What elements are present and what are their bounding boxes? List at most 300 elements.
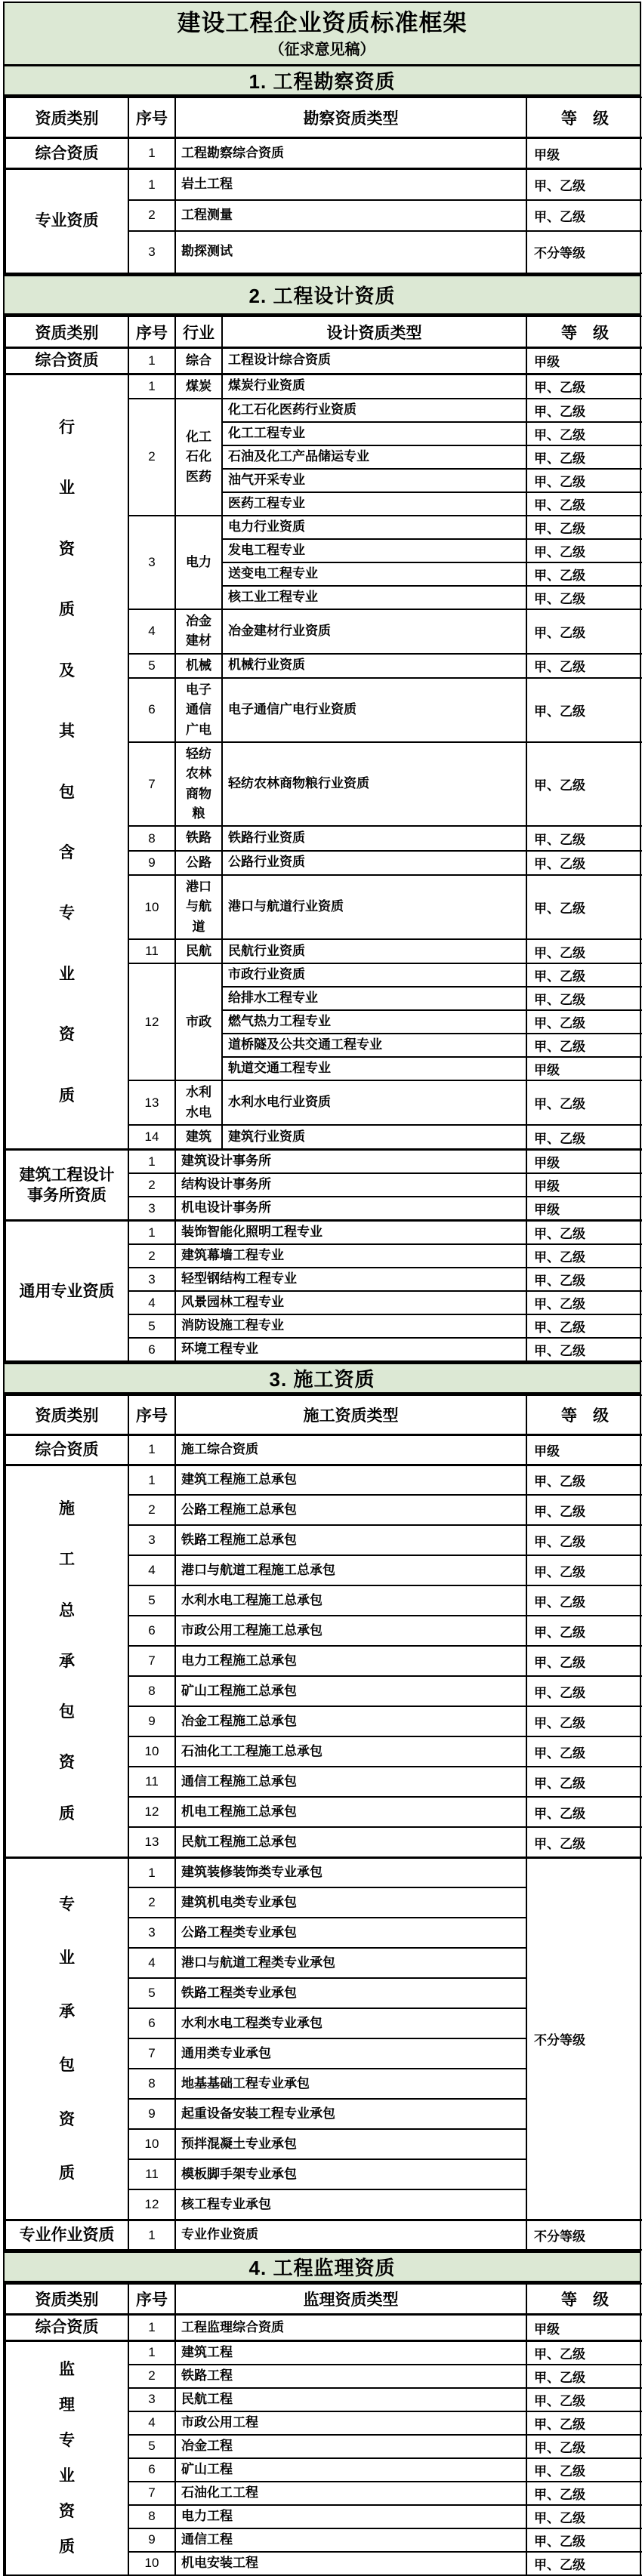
- vertical-category-char: 资: [59, 2110, 75, 2128]
- type-cell: 机电工程施工总承包: [175, 1797, 526, 1827]
- seq-cell: 3: [128, 1197, 175, 1221]
- seq-cell: 2: [128, 1244, 175, 1268]
- type-cell: 专业作业资质: [175, 2220, 526, 2250]
- seq-cell: 1: [128, 1150, 175, 1174]
- type-cell: 公路行业资质: [222, 851, 526, 875]
- grade-cell: 甲、乙级: [526, 1525, 642, 1555]
- type-cell: 冶金工程施工总承包: [175, 1706, 526, 1736]
- vertical-category-char: 施: [59, 1500, 75, 1518]
- seq-cell: 8: [128, 2069, 175, 2099]
- column-header: 序号: [128, 2284, 175, 2315]
- title-block: [5, 3, 640, 64]
- type-cell: 环境工程专业: [175, 1338, 526, 1361]
- vertical-category-char: 总: [59, 1601, 75, 1619]
- seq-cell: 1: [128, 169, 175, 200]
- type-cell: 施工综合资质: [175, 1434, 526, 1465]
- seq-cell: 6: [128, 2458, 175, 2482]
- page-title: 建设工程企业资质标准框架: [177, 10, 468, 36]
- grade-cell: 甲级: [526, 2315, 642, 2340]
- seq-cell: 1: [128, 2340, 175, 2365]
- grade-cell: 甲级: [526, 1434, 642, 1465]
- type-cell: 机电安装工程: [175, 2552, 526, 2575]
- grade-cell: 甲级: [526, 1197, 642, 1221]
- vertical-category-char: 包: [59, 2057, 75, 2075]
- column-header: 序号: [128, 1395, 175, 1434]
- seq-cell: 2: [128, 399, 175, 516]
- type-cell: 公路工程类专业承包: [175, 1918, 526, 1948]
- vertical-category-char: 业: [59, 2467, 75, 2485]
- type-cell: 建筑装修装饰类专业承包: [175, 1857, 526, 1887]
- vertical-category-char: 质: [59, 1086, 75, 1105]
- type-cell: 核工程专业承包: [175, 2189, 526, 2220]
- seq-cell: 1: [128, 2220, 175, 2250]
- section-banner: 1. 工程勘察资质: [5, 64, 640, 97]
- seq-cell: 7: [128, 2482, 175, 2505]
- category-cell: [5, 1465, 128, 1857]
- type-cell: 燃气热力工程专业: [222, 1010, 526, 1034]
- column-header: 勘察资质类型: [175, 97, 526, 138]
- grade-cell: 甲、乙级: [526, 169, 642, 200]
- seq-cell: 8: [128, 1676, 175, 1706]
- type-cell: 电力行业资质: [222, 516, 526, 539]
- vertical-category-char: 质: [59, 1804, 75, 1823]
- seq-cell: 7: [128, 1646, 175, 1676]
- seq-cell: 10: [128, 2129, 175, 2159]
- vertical-category-char: 含: [59, 844, 75, 862]
- seq-cell: 4: [128, 2411, 175, 2435]
- seq-cell: 2: [128, 2365, 175, 2388]
- grade-cell: 甲、乙级: [526, 2482, 642, 2505]
- type-cell: 公路工程施工总承包: [175, 1495, 526, 1525]
- industry-cell: 化工石化医药: [175, 399, 222, 516]
- grade-cell: 甲、乙级: [526, 1338, 642, 1361]
- seq-cell: 2: [128, 200, 175, 231]
- seq-cell: 11: [128, 939, 175, 963]
- grade-cell: 甲、乙级: [526, 1555, 642, 1585]
- merged-grade-cell: 不分等级: [526, 1857, 642, 2220]
- qualification-table: [5, 97, 642, 274]
- seq-cell: 13: [128, 1080, 175, 1125]
- seq-cell: 12: [128, 1797, 175, 1827]
- seq-cell: 9: [128, 851, 175, 875]
- column-header: 资质类别: [5, 316, 128, 348]
- type-cell: 水利水电工程类专业承包: [175, 2008, 526, 2038]
- category-cell: 综合资质: [5, 2315, 128, 2340]
- grade-cell: 甲、乙级: [526, 539, 642, 562]
- vertical-category-char: 专: [59, 1896, 75, 1914]
- grade-cell: 甲、乙级: [526, 826, 642, 850]
- type-cell: 模板脚手架专业承包: [175, 2159, 526, 2189]
- type-cell: 铁路工程类专业承包: [175, 1978, 526, 2008]
- type-cell: 轻纺农林商物粮行业资质: [222, 742, 526, 826]
- seq-cell: 1: [128, 1465, 175, 1495]
- vertical-category-char: 质: [59, 601, 75, 619]
- grade-cell: 甲、乙级: [526, 654, 642, 678]
- seq-cell: 9: [128, 2528, 175, 2552]
- industry-cell: 建筑: [175, 1125, 222, 1150]
- type-cell: 市政公用工程施工总承包: [175, 1616, 526, 1646]
- seq-cell: 14: [128, 1125, 175, 1150]
- grade-cell: 甲、乙级: [526, 678, 642, 742]
- type-cell: 预拌混凝土专业承包: [175, 2129, 526, 2159]
- grade-cell: 甲级: [526, 1057, 642, 1080]
- vertical-category-char: 包: [59, 783, 75, 801]
- type-cell: 风景园林工程专业: [175, 1291, 526, 1314]
- column-header: 行业: [175, 316, 222, 348]
- type-cell: 送变电工程专业: [222, 562, 526, 586]
- seq-cell: 3: [128, 1268, 175, 1291]
- grade-cell: 甲、乙级: [526, 586, 642, 609]
- grade-cell: 甲、乙级: [526, 2388, 642, 2411]
- type-cell: 通用类专业承包: [175, 2038, 526, 2069]
- qualification-table: [5, 2283, 642, 2575]
- type-cell: 工程勘察综合资质: [175, 138, 526, 169]
- industry-cell: 煤炭: [175, 374, 222, 399]
- grade-cell: 不分等级: [526, 2220, 642, 2250]
- column-header: 等 级: [526, 316, 642, 348]
- seq-cell: 3: [128, 1918, 175, 1948]
- seq-cell: 2: [128, 1495, 175, 1525]
- category-cell: 综合资质: [5, 138, 128, 169]
- qualification-table: [5, 1394, 642, 2251]
- grade-cell: 甲、乙级: [526, 2528, 642, 2552]
- qualification-table: [5, 316, 642, 1363]
- section-banner: 2. 工程设计资质: [5, 274, 640, 316]
- category-cell: [5, 1857, 128, 2220]
- seq-cell: 5: [128, 1314, 175, 1338]
- type-cell: 机电设计事务所: [175, 1197, 526, 1221]
- column-header: 等 级: [526, 1395, 642, 1434]
- seq-cell: 6: [128, 1616, 175, 1646]
- type-cell: 铁路工程: [175, 2365, 526, 2388]
- type-cell: 机械行业资质: [222, 654, 526, 678]
- grade-cell: 甲、乙级: [526, 1827, 642, 1857]
- vertical-category-char: 资: [59, 1026, 75, 1044]
- section-banner: 3. 施工资质: [5, 1362, 640, 1394]
- seq-cell: 10: [128, 1736, 175, 1767]
- seq-cell: 11: [128, 1767, 175, 1797]
- grade-cell: 甲、乙级: [526, 399, 642, 422]
- grade-cell: 甲、乙级: [526, 742, 642, 826]
- type-cell: 港口与航道行业资质: [222, 875, 526, 939]
- grade-cell: 甲、乙级: [526, 2505, 642, 2528]
- type-cell: 矿山工程施工总承包: [175, 1676, 526, 1706]
- grade-cell: 甲、乙级: [526, 963, 642, 987]
- type-cell: 电力工程施工总承包: [175, 1646, 526, 1676]
- industry-cell: 公路: [175, 851, 222, 875]
- type-cell: 建筑机电类专业承包: [175, 1887, 526, 1918]
- sections-container: [5, 64, 640, 2576]
- type-cell: 岩土工程: [175, 169, 526, 200]
- type-cell: 化工石化医药行业资质: [222, 399, 526, 422]
- type-cell: 水利水电工程施工总承包: [175, 1585, 526, 1616]
- seq-cell: 8: [128, 2505, 175, 2528]
- type-cell: 冶金工程: [175, 2435, 526, 2458]
- grade-cell: 甲、乙级: [526, 1314, 642, 1338]
- grade-cell: 甲、乙级: [526, 1268, 642, 1291]
- column-header: 施工资质类型: [175, 1395, 526, 1434]
- seq-cell: 10: [128, 875, 175, 939]
- grade-cell: 甲级: [526, 138, 642, 169]
- vertical-category-char: 资: [59, 2502, 75, 2520]
- seq-cell: 9: [128, 1706, 175, 1736]
- type-cell: 结构设计事务所: [175, 1173, 526, 1197]
- vertical-category-char: 资: [59, 1754, 75, 1772]
- grade-cell: 甲、乙级: [526, 469, 642, 492]
- grade-cell: 甲、乙级: [526, 1291, 642, 1314]
- column-header: 等 级: [526, 97, 642, 138]
- industry-cell: 机械: [175, 654, 222, 678]
- vertical-category-char: 资: [59, 540, 75, 558]
- seq-cell: 3: [128, 2388, 175, 2411]
- grade-cell: 甲、乙级: [526, 2552, 642, 2575]
- grade-cell: 甲、乙级: [526, 492, 642, 516]
- industry-cell: 电力: [175, 516, 222, 609]
- type-cell: 化工工程专业: [222, 422, 526, 445]
- column-header: 等 级: [526, 2284, 642, 2315]
- industry-cell: 水利水电: [175, 1080, 222, 1125]
- seq-cell: 1: [128, 1857, 175, 1887]
- type-cell: 消防设施工程专业: [175, 1314, 526, 1338]
- vertical-category-char: 质: [59, 2164, 75, 2182]
- seq-cell: 7: [128, 742, 175, 826]
- grade-cell: 甲级: [526, 1173, 642, 1197]
- grade-cell: 甲、乙级: [526, 562, 642, 586]
- grade-cell: 甲、乙级: [526, 875, 642, 939]
- grade-cell: 甲、乙级: [526, 1010, 642, 1034]
- type-cell: 勘探测试: [175, 231, 526, 273]
- grade-cell: 甲、乙级: [526, 609, 642, 654]
- type-cell: 医药工程专业: [222, 492, 526, 516]
- column-header: 资质类别: [5, 97, 128, 138]
- seq-cell: 3: [128, 231, 175, 273]
- grade-cell: 甲、乙级: [526, 1244, 642, 1268]
- type-cell: 通信工程施工总承包: [175, 1767, 526, 1797]
- type-cell: 轻型钢结构工程专业: [175, 1268, 526, 1291]
- grade-cell: 甲、乙级: [526, 1221, 642, 1245]
- vertical-category-char: 理: [59, 2396, 75, 2414]
- type-cell: 市政公用工程: [175, 2411, 526, 2435]
- type-cell: 发电工程专业: [222, 539, 526, 562]
- seq-cell: 1: [128, 138, 175, 169]
- column-header: 资质类别: [5, 1395, 128, 1434]
- category-cell: 建筑工程设计事务所资质: [5, 1150, 128, 1221]
- seq-cell: 5: [128, 2435, 175, 2458]
- type-cell: 建筑工程施工总承包: [175, 1465, 526, 1495]
- vertical-category-char: 监: [59, 2360, 75, 2378]
- grade-cell: 甲级: [526, 1150, 642, 1174]
- type-cell: 冶金建材行业资质: [222, 609, 526, 654]
- seq-cell: 4: [128, 1948, 175, 1978]
- grade-cell: 甲、乙级: [526, 2458, 642, 2482]
- vertical-category-char: 业: [59, 965, 75, 983]
- type-cell: 地基基础工程专业承包: [175, 2069, 526, 2099]
- seq-cell: 6: [128, 678, 175, 742]
- type-cell: 铁路工程施工总承包: [175, 1525, 526, 1555]
- grade-cell: 甲、乙级: [526, 200, 642, 231]
- seq-cell: 4: [128, 1555, 175, 1585]
- seq-cell: 5: [128, 1978, 175, 2008]
- category-cell: 专业作业资质: [5, 2220, 128, 2250]
- type-cell: 港口与航道工程施工总承包: [175, 1555, 526, 1585]
- column-header: 序号: [128, 97, 175, 138]
- grade-cell: 甲、乙级: [526, 939, 642, 963]
- grade-cell: 甲、乙级: [526, 1736, 642, 1767]
- seq-cell: 3: [128, 516, 175, 609]
- grade-cell: 甲、乙级: [526, 374, 642, 399]
- grade-cell: 甲、乙级: [526, 422, 642, 445]
- type-cell: 矿山工程: [175, 2458, 526, 2482]
- grade-cell: 甲、乙级: [526, 2365, 642, 2388]
- vertical-category-char: 专: [59, 2431, 75, 2449]
- type-cell: 起重设备安装工程专业承包: [175, 2099, 526, 2129]
- seq-cell: 4: [128, 1291, 175, 1314]
- category-cell: 综合资质: [5, 1434, 128, 1465]
- grade-cell: 甲、乙级: [526, 516, 642, 539]
- seq-cell: 1: [128, 348, 175, 374]
- type-cell: 民航工程施工总承包: [175, 1827, 526, 1857]
- grade-cell: 不分等级: [526, 231, 642, 273]
- type-cell: 装饰智能化照明工程专业: [175, 1221, 526, 1245]
- vertical-category-char: 及: [59, 661, 75, 679]
- seq-cell: 13: [128, 1827, 175, 1857]
- vertical-category-char: 包: [59, 1703, 75, 1721]
- industry-cell: 电子通信广电: [175, 678, 222, 742]
- column-header: 监理资质类型: [175, 2284, 526, 2315]
- column-header: 设计资质类型: [222, 316, 526, 348]
- vertical-category-char: 其: [59, 723, 75, 741]
- vertical-category-char: 业: [59, 479, 75, 498]
- vertical-category-char: 质: [59, 2537, 75, 2556]
- seq-cell: 7: [128, 2038, 175, 2069]
- grade-cell: 甲、乙级: [526, 987, 642, 1010]
- vertical-category-text: [6, 2342, 128, 2574]
- vertical-category-char: 行: [59, 418, 75, 436]
- seq-cell: 2: [128, 1173, 175, 1197]
- type-cell: 电子通信广电行业资质: [222, 678, 526, 742]
- type-cell: 市政行业资质: [222, 963, 526, 987]
- grade-cell: 甲、乙级: [526, 1767, 642, 1797]
- seq-cell: 5: [128, 1585, 175, 1616]
- type-cell: 给排水工程专业: [222, 987, 526, 1010]
- grade-cell: 甲、乙级: [526, 1125, 642, 1150]
- type-cell: 轨道交通工程专业: [222, 1057, 526, 1080]
- seq-cell: 4: [128, 609, 175, 654]
- type-cell: 工程测量: [175, 200, 526, 231]
- seq-cell: 6: [128, 2008, 175, 2038]
- category-cell: 专业资质: [5, 169, 128, 273]
- grade-cell: 甲、乙级: [526, 445, 642, 469]
- grade-cell: 甲、乙级: [526, 1616, 642, 1646]
- type-cell: 水利水电行业资质: [222, 1080, 526, 1125]
- industry-cell: 市政: [175, 963, 222, 1080]
- type-cell: 通信工程: [175, 2528, 526, 2552]
- type-cell: 道桥隧及公共交通工程专业: [222, 1034, 526, 1057]
- type-cell: 建筑设计事务所: [175, 1150, 526, 1174]
- grade-cell: 甲、乙级: [526, 1034, 642, 1057]
- category-cell: [5, 374, 128, 1150]
- vertical-category-text: [6, 375, 128, 1149]
- seq-cell: 12: [128, 2189, 175, 2220]
- industry-cell: 铁路: [175, 826, 222, 850]
- grade-cell: 甲级: [526, 348, 642, 374]
- type-cell: 油气开采专业: [222, 469, 526, 492]
- document-sheet: [3, 2, 641, 2576]
- type-cell: 建筑幕墙工程专业: [175, 1244, 526, 1268]
- seq-cell: 1: [128, 2315, 175, 2340]
- seq-cell: 12: [128, 963, 175, 1080]
- seq-cell: 8: [128, 826, 175, 850]
- type-cell: 石油及化工产品储运专业: [222, 445, 526, 469]
- type-cell: 民航行业资质: [222, 939, 526, 963]
- grade-cell: 甲、乙级: [526, 1676, 642, 1706]
- column-header: 资质类别: [5, 2284, 128, 2315]
- section-banner: 4. 工程监理资质: [5, 2251, 640, 2283]
- column-header: 序号: [128, 316, 175, 348]
- type-cell: 民航工程: [175, 2388, 526, 2411]
- grade-cell: 甲、乙级: [526, 851, 642, 875]
- type-cell: 煤炭行业资质: [222, 374, 526, 399]
- vertical-category-char: 工: [59, 1551, 75, 1569]
- grade-cell: 甲、乙级: [526, 1706, 642, 1736]
- page-subtitle: （征求意见稿）: [269, 41, 375, 58]
- category-cell: 通用专业资质: [5, 1221, 128, 1362]
- industry-cell: 港口与航道: [175, 875, 222, 939]
- vertical-category-text: [6, 1859, 128, 2219]
- grade-cell: 甲、乙级: [526, 1495, 642, 1525]
- grade-cell: 甲、乙级: [526, 1080, 642, 1125]
- vertical-category-text: [6, 1466, 128, 1857]
- type-cell: 石油化工工程: [175, 2482, 526, 2505]
- vertical-category-char: 承: [59, 2003, 75, 2021]
- seq-cell: 2: [128, 1887, 175, 1918]
- industry-cell: 冶金建材: [175, 609, 222, 654]
- grade-cell: 甲、乙级: [526, 2411, 642, 2435]
- grade-cell: 甲、乙级: [526, 1646, 642, 1676]
- category-cell: [5, 2340, 128, 2575]
- seq-cell: 10: [128, 2552, 175, 2575]
- category-cell: 综合资质: [5, 348, 128, 374]
- vertical-category-char: 专: [59, 904, 75, 923]
- seq-cell: 11: [128, 2159, 175, 2189]
- seq-cell: 1: [128, 1221, 175, 1245]
- grade-cell: 甲、乙级: [526, 2340, 642, 2365]
- type-cell: 电力工程: [175, 2505, 526, 2528]
- seq-cell: 9: [128, 2099, 175, 2129]
- grade-cell: 甲、乙级: [526, 2435, 642, 2458]
- vertical-category-char: 业: [59, 1949, 75, 1967]
- type-cell: 铁路行业资质: [222, 826, 526, 850]
- industry-cell: 民航: [175, 939, 222, 963]
- type-cell: 建筑工程: [175, 2340, 526, 2365]
- grade-cell: 甲、乙级: [526, 1797, 642, 1827]
- seq-cell: 5: [128, 654, 175, 678]
- grade-cell: 甲、乙级: [526, 1465, 642, 1495]
- seq-cell: 6: [128, 1338, 175, 1361]
- type-cell: 核工业工程专业: [222, 586, 526, 609]
- type-cell: 工程监理综合资质: [175, 2315, 526, 2340]
- seq-cell: 1: [128, 374, 175, 399]
- type-cell: 港口与航道工程类专业承包: [175, 1948, 526, 1978]
- seq-cell: 3: [128, 1525, 175, 1555]
- grade-cell: 甲、乙级: [526, 1585, 642, 1616]
- type-cell: 石油化工工程施工总承包: [175, 1736, 526, 1767]
- type-cell: 工程设计综合资质: [222, 348, 526, 374]
- vertical-category-char: 承: [59, 1652, 75, 1670]
- industry-cell: 轻纺农林商物粮: [175, 742, 222, 826]
- type-cell: 建筑行业资质: [222, 1125, 526, 1150]
- seq-cell: 1: [128, 1434, 175, 1465]
